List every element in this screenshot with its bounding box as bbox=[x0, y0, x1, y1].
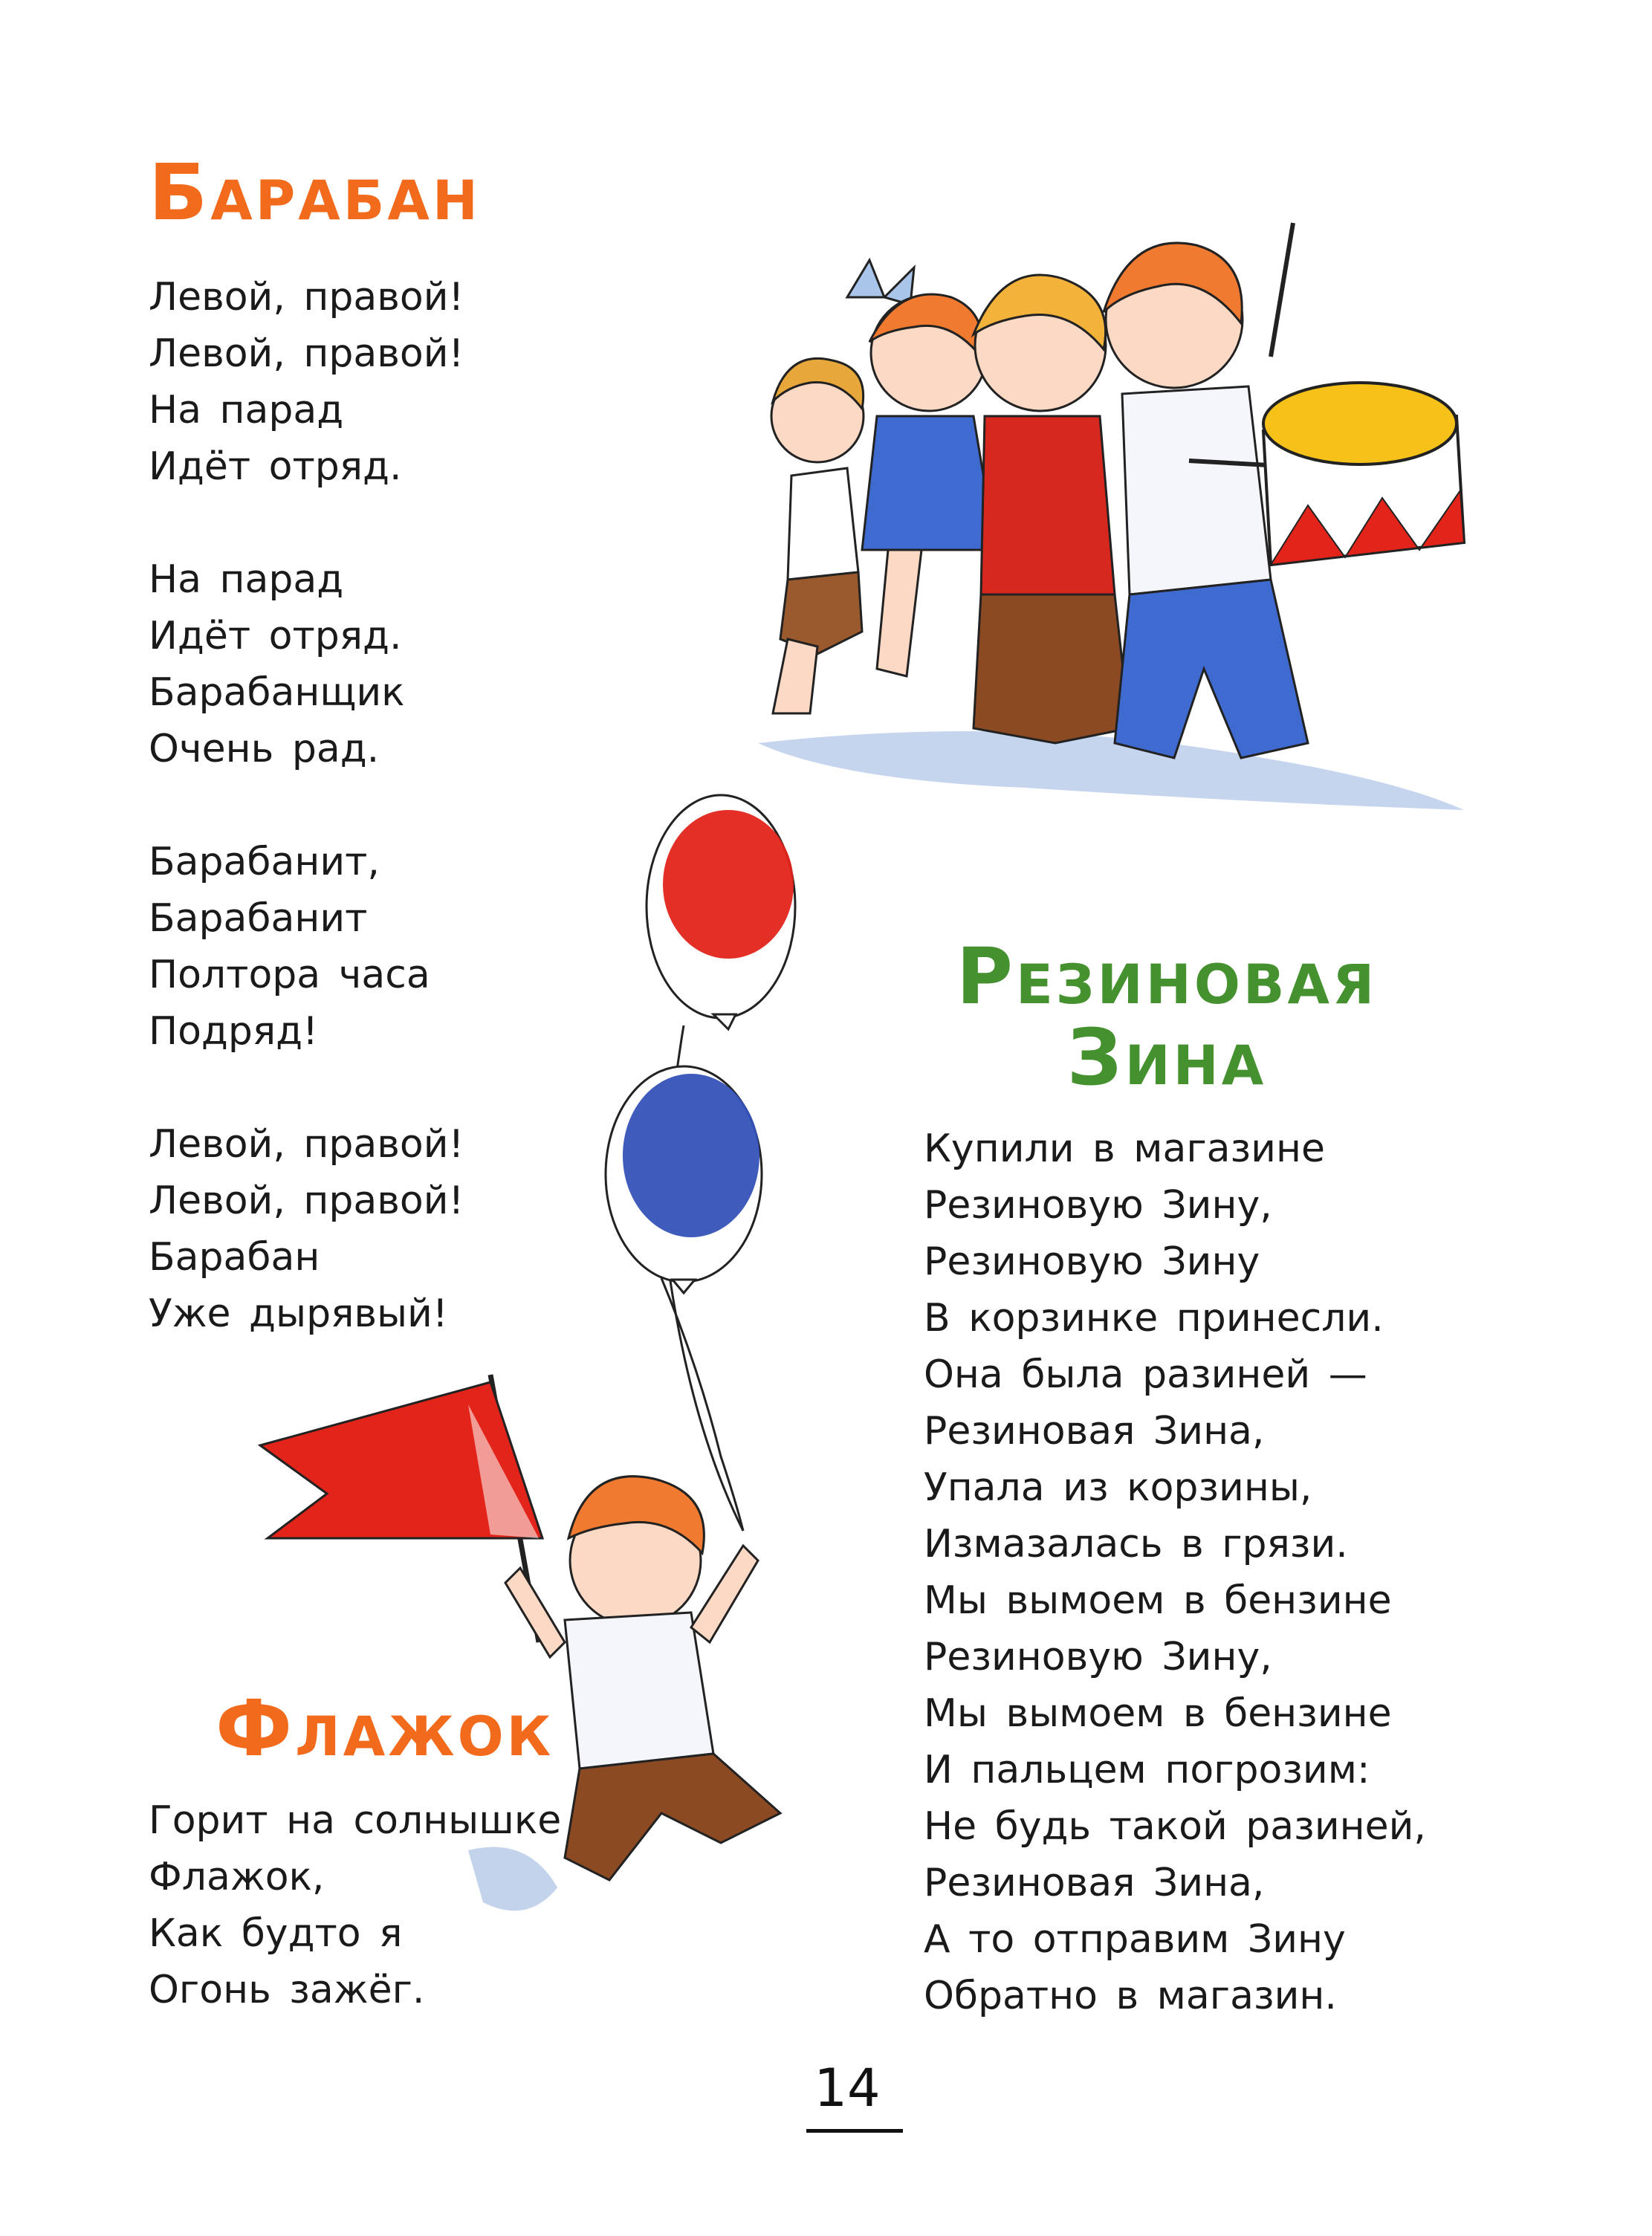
poem-line: В корзинке принесли. bbox=[924, 1296, 1384, 1341]
poem-line: Огонь зажёг. bbox=[149, 1968, 425, 2012]
poem-line: А то отправим Зину bbox=[924, 1917, 1346, 1962]
poem-line: Резиновую Зину, bbox=[924, 1635, 1272, 1679]
poem-line: Резиновую Зину, bbox=[924, 1183, 1272, 1228]
poem-line: Идёт отряд. bbox=[149, 614, 402, 658]
poem-line: Купили в магазине bbox=[924, 1127, 1325, 1171]
page-number: 14 bbox=[814, 2058, 881, 2119]
poem-line: Барабанщик bbox=[149, 670, 405, 715]
poem-line: Мы вымоем в бензине bbox=[924, 1691, 1392, 1736]
poem-line: Барабан bbox=[149, 1235, 320, 1280]
poem-line: Барабанит bbox=[149, 896, 368, 941]
poem-line: Флажок, bbox=[149, 1855, 325, 1899]
boy-with-flag-and-balloons-illustration bbox=[245, 788, 914, 1932]
red-balloon-icon bbox=[647, 795, 795, 1029]
boy-figure bbox=[505, 1477, 780, 1880]
page-number-underline bbox=[806, 2129, 903, 2133]
title-baraban: Барабан bbox=[149, 147, 481, 238]
poem-line: Идёт отряд. bbox=[149, 444, 402, 489]
stanza bbox=[149, 551, 464, 777]
poem-line: Измазалась в грязи. bbox=[924, 1522, 1348, 1566]
poem-line: Упала из корзины, bbox=[924, 1465, 1312, 1510]
poem-line: Уже дырявый! bbox=[149, 1292, 448, 1336]
poem-line: Подряд! bbox=[149, 1009, 318, 1054]
boy-shadow bbox=[468, 1847, 557, 1911]
poem-line: Очень рад. bbox=[149, 727, 380, 771]
poem-line: Левой, правой! bbox=[149, 1122, 464, 1167]
poem-line: Мы вымоем в бензине bbox=[924, 1578, 1392, 1623]
title-flazhok: Флажок bbox=[216, 1683, 554, 1774]
poem-line: На парад bbox=[149, 557, 344, 602]
blue-balloon-icon bbox=[606, 1066, 762, 1293]
child-red-vest bbox=[974, 275, 1130, 743]
poem-line: Левой, правой! bbox=[149, 275, 464, 320]
title-line: Зина bbox=[1066, 1012, 1267, 1104]
poem-line: Левой, правой! bbox=[149, 331, 464, 376]
poem-line: Обратно в магазин. bbox=[924, 1974, 1337, 2018]
poem-line: И пальцем погрозим: bbox=[924, 1748, 1370, 1792]
poem-line: Барабанит, bbox=[149, 840, 380, 884]
poem-line: Как будто я bbox=[149, 1911, 403, 1956]
poem-line: Не будь такой разиней, bbox=[924, 1804, 1426, 1849]
poem-line: Полтора часа bbox=[149, 953, 430, 997]
title-line: Резиновая bbox=[956, 931, 1378, 1022]
child-girl bbox=[847, 260, 996, 676]
poem-line: Она была разиней — bbox=[924, 1352, 1367, 1397]
poem-rezinovaya-zina bbox=[924, 1121, 1426, 2024]
stanza bbox=[149, 269, 464, 495]
drum-icon bbox=[1263, 383, 1464, 565]
poem-line: На парад bbox=[149, 388, 344, 432]
marching-children-illustration bbox=[728, 193, 1471, 817]
poem-line: Горит на солнышке bbox=[149, 1798, 562, 1843]
red-flag-icon bbox=[260, 1375, 542, 1642]
poem-line: Резиновая Зина, bbox=[924, 1861, 1265, 1905]
title-rezinovaya-zina bbox=[929, 931, 1405, 1104]
poem-line: Левой, правой! bbox=[149, 1179, 464, 1223]
child-small bbox=[771, 358, 864, 713]
poem-line: Резиновую Зину bbox=[924, 1239, 1260, 1284]
poem-line: Резиновая Зина, bbox=[924, 1409, 1265, 1454]
